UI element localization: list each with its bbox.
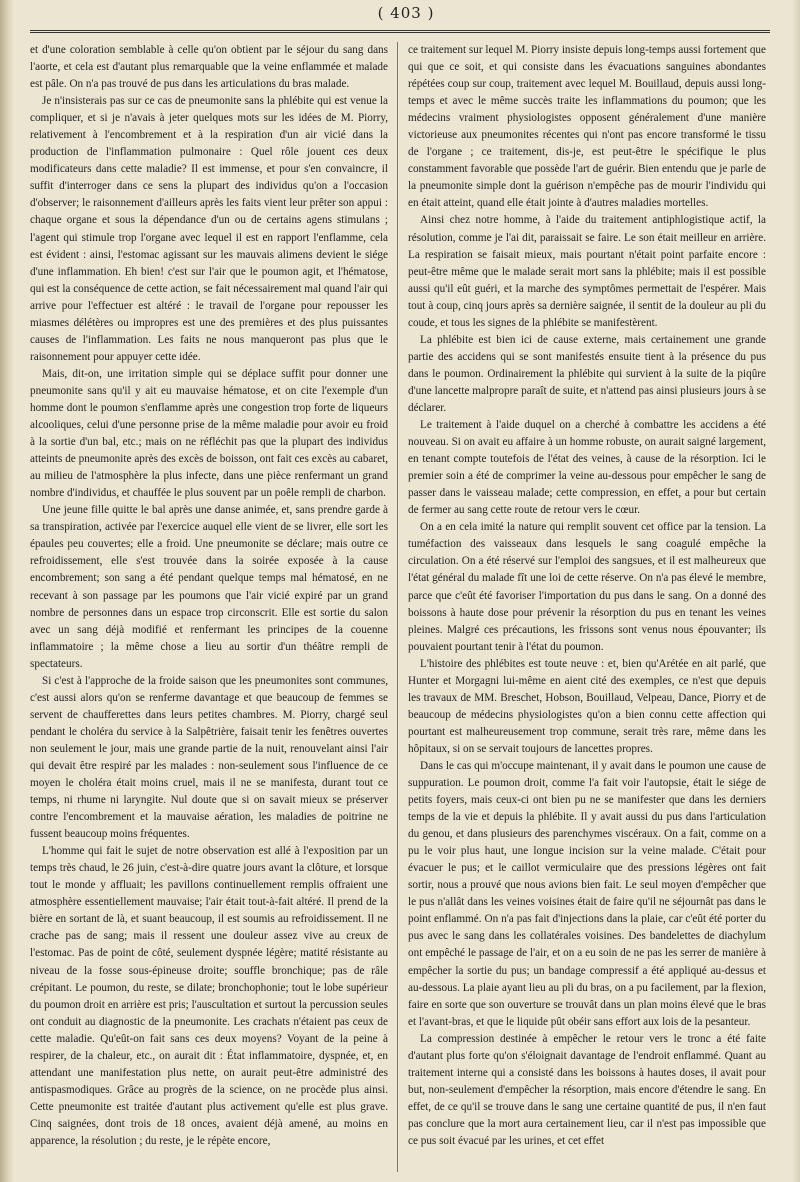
left-column [30, 42, 388, 1172]
paragraph: La phlébite est bien ici de cause externe, mais certainement une grande partie des accidens qui se sont manifestés ensuite tient à la présence du pus dans le poumon. Ordinairement la phlébite qui survient à la suite de la piqûre d'une lancette malpropre paraît de suite, et n'attend pas ainsi plusieurs jours à se déclarer. [408, 333, 766, 414]
page-binding-shadow [0, 0, 14, 1182]
paragraph: La compression destinée à empêcher le retour vers le tronc a été faite d'autant plus forte qu'on s'éloignait davantage de l'endroit enflammé. Quant au traitement interne qui a consisté dans les boissons à hautes doses, il avait pour but, non-seulement d'empêcher la résorption, mais encore d'étendre le sang. En effet, de ce qu'il se trouve dans le sang une certaine quantité de pus, il n'en faut pas conclure que la mort aura certainement lieu, car il n'est pas impossible que ce pus soit évacué par les urines, et cet effet [408, 1032, 766, 1147]
header-rule [30, 30, 770, 33]
paragraph: Une jeune fille quitte le bal après une danse animée, et, sans prendre garde à sa transpiration, activée par l'exercice auquel elle vient de se livrer, elle sort les épaules peu couvertes; elle a froid. Une pneumonite se déclare; mais outre ce refroidissement, elle s'est trouvée dans la soirée exposée à la cause encombrement; son sang a été pendant quelque temps mal hématosé, en ne recevant à son passage par les poumons que l'air vicié expiré par un grand nombre de personnes dans un espace trop circonscrit. Elle est sortie du salon avec un sang déjà modifié et renfermant les principes de la couenne inflammatoire ; la même chose a lieu au sortir d'un théâtre rempli de spectateurs. [30, 504, 388, 670]
paragraph: et d'une coloration semblable à celle qu'on obtient par le séjour du sang dans l'aorte, et cela est d'autant plus remarquable que la veine enflammée et malade est pâle. On n'a pas trouvé de pus dans les articulations du bras malade. [30, 44, 388, 91]
right-column [408, 42, 766, 1172]
paragraph: Mais, dit-on, une irritation simple qui se déplace suffit pour donner une pneumonite sans qu'il y ait eu mauvaise hématose, et on cite l'exemple d'un homme dont le poumon s'enflamme après une congestion trop forte de liqueurs alcooliques, celui d'une personne prise de la même maladie pour avoir eu froid à la sortie d'un bal, etc.; mais on ne réfléchit pas que la plupart des individus atteints de pneumonite après des excès de boisson, ont fait ces excès au cabaret, au milieu de l'atmosphère la plus infecte, dans une pièce renfermant un grand nombre d'individus, et chauffée le plus souvent par un poêle rempli de charbon. [30, 367, 388, 500]
page-edge-shadow [792, 0, 800, 1182]
paragraph: ce traitement sur lequel M. Piorry insiste depuis long-temps aussi fortement que qui que ce soit, et qui consiste dans les évacuations sanguines abondantes répétées coup sur coup, traitement avec lequel M. Bouillaud, depuis aussi long-temps et avec le même succès traite les inflammations du poumon; que les médecins vraiment physiologistes opposent généralement d'une manière victorieuse aux pneumonites récentes qui n'ont pas encore transformé le tissu de l'organe ; ce traitement, dis-je, est peut-être le spécifique le plus constamment favorable que possède l'art de guérir. Bien entendu que je parle de la pneumonite simple dont la guérison n'empêche pas de mourir l'individu qui en était atteint, quand elle était jointe à d'autres maladies mortelles. [408, 44, 766, 210]
paragraph: On a en cela imité la nature qui remplit souvent cet office par la tension. La tuméfaction des vaisseaux dans lesquels le sang coagulé empêche la circulation. On a été réservé sur l'emploi des sangsues, et il est malheureux que l'état général du malade fît une loi de cette réserve. On n'a pas élevé le membre, parce que c'eût été favoriser l'importation du pus dans le sang. On a donné des boissons à haute dose pour prévenir la résorption du pus en tenant les veines pleines. Malgré ces précautions, les frissons sont venus nous épouvanter; ils pouvaient pourtant tenir à l'état du poumon. [408, 521, 766, 653]
paragraph: Ainsi chez notre homme, à l'aide du traitement antiphlogistique actif, la résolution, comme je l'ai dit, paraissait se faire. Le son était meilleur en arrière. La respiration se faisait mieux, mais pourtant n'était point parfaite encore : peut-être même que le malade serait mort sans la phlébite; mais il est possible aussi qu'il eût guéri, et la marche des symptômes permettait de l'espérer. Mais tout à coup, cinq jours après sa dernière saignée, il sentit de la douleur au pli du coude, et tous les signes de la phlébite se manifestèrent. [408, 214, 766, 329]
paragraph: Le traitement à l'aide duquel on a cherché à combattre les accidens a été nouveau. Si on avait eu affaire à un homme robuste, on aurait saigné largement, en tenant compte toutefois de l'état des veines, à cause de la résorption. Ici le premier soin a été de comprimer la veine au-dessous pour empêcher le sang de passer dans le vaisseau malade; cette compression, en effet, a pour but certain de fermer au sang cette route de retour vers le cœur. [408, 419, 766, 517]
column-divider [397, 42, 398, 1172]
paragraph: L'histoire des phlébites est toute neuve : et, bien qu'Arétée en ait parlé, que Hunter et Morgagni lui-même en aient cité des exemples, ce n'est que depuis les travaux de MM. Breschet, Hobson, Bouillaud, Velpeau, Dance, Piorry et de beaucoup de médecins physiologistes qu'on a bien connu cette affection qui pourtant est malheureusement trop commune, serait très rare, même dans les hôpitaux, si on se servait toujours de lancettes propres. [408, 657, 766, 755]
paragraph: Dans le cas qui m'occupe maintenant, il y avait dans le poumon une cause de suppuration. Le poumon droit, comme l'a fait voir l'autopsie, était le siége de petits foyers, mais ceux-ci ont bien pu ne se manifester que dans les derniers temps de la vie et depuis la phlébite. Il y avait aussi du pus dans l'articulation du genou, et dans plusieurs des parenchymes viscéraux. On a fait, comme on a pu le voir plus haut, une longue incision sur la veine malade. C'était pour évacuer le pus; et le caillot vermiculaire que des pressions légères ont fait sortir, nous a prouvé que nous avions bien fait. Le seul moyen d'empêcher que le pus n'allât dans les veines voisines était de faire qu'il ne séjournât pas dans le point enflammé. On n'a pas fait d'injections dans la plaie, car c'eût été porter du pus avec le sang dans les collatérales voisines. Des bandelettes de diachylum ont empêché le passage de l'air, et on a eu soin de ne pas les serrer de manière à empêcher la sortie du pus; un bandage compressif a été appliqué au-dessus et au-dessous. La plaie ayant lieu au pli du bras, on a pu facilement, par la flexion, faire en sorte que son ouverture se trouvât dans un plan moins élevé que le bras et l'avant-bras, et que le liquide pût obéir sans effort aux lois de la pesanteur. [408, 759, 766, 1028]
page-number: ( 403 ) [377, 4, 435, 22]
paragraph: Si c'est à l'approche de la froide saison que les pneumonites sont communes, c'est aussi alors qu'on se renferme davantage et que beaucoup de femmes se servent de chaufferettes dans leurs petites chambres. M. Piorry, chargé seul pendant le choléra du service à la Salpêtrière, faisait tenir les fenêtres ouvertes non seulement le jour, mais une grande partie de la nuit, renouvelant ainsi l'air qui devait être respiré par les malades : non-seulement sous l'influence de ce moyen le choléra était moins cruel, mais il ne se manifesta, durant tout ce temps, ni rhume ni laryngite. Nul doute que si on savait mieux se préserver contre l'encombrement et la mauvaise aération, les maladies de poitrine ne fussent beaucoup moins fréquentes. [30, 674, 388, 841]
paragraph: L'homme qui fait le sujet de notre observation est allé à l'exposition par un temps très chaud, le 26 juin, c'est-à-dire quatre jours avant la clôture, et lorsque tout le monde y affluait; les pavillons continuellement remplis offraient une atmosphère essentiellement mauvaise; l'air était tout-à-fait altéré. Il prend de la bière en sortant de là, et suant beaucoup, il est soumis au refroidissement. Il ne crache pas de sang; mais il ressent une douleur assez vive au creux de l'estomac. Pas de point de côté, seulement dyspnée légère; matité résistante au niveau de la fosse sous-épineuse droite; souffle bronchique; pas de râle crépitant. Le poumon, du reste, se dilate; bronchophonie; tout le lobe supérieur du poumon droit en arrière est pris; l'auscultation et surtout la percussion seules ont conduit au diagnostic de la pneumonite. Les crachats n'étaient pas ceux de cette maladie. Qu'eût-on fait sans ces deux moyens? Voyant de la peine à respirer, de la chaleur, etc., on aurait dit : État inflammatoire, dyspnée, et, en attendant une manifestation plus nette, on aurait peut-être administré des antispasmodiques. Grâce au progrès de la science, on ne procède plus ainsi. Cette pneumonite est traitée d'autant plus activement qu'elle est plus grave. Cinq saignées, dont trois de 18 onces, avaient déjà amené, au moins en apparence, la résolution ; du reste, je le répète encore, [30, 845, 388, 1147]
paragraph: Je n'insisterais pas sur ce cas de pneumonite sans la phlébite qui est venue la compliquer, et si je n'avais à jeter quelques mots sur les idées de M. Piorry, relativement à l'encombrement et à la respiration d'un air vicié dans la production de l'inflammation pulmonaire : Quel rôle jouent ces deux modificateurs dans cette maladie? Il est immense, et pour s'en convaincre, il suffit d'interroger dans ce sens la plupart des individus qu'on a l'occasion d'observer; le raisonnement d'ailleurs après les faits vient leur prêter son appui : chaque organe et sous la dépendance d'un ou de certains agens stimulans ; l'agent qui stimule trop l'organe avec lequel il est en rapport l'enflamme, cela est évident : ainsi, l'estomac agissant sur les mauvais alimens devient le siége d'une inflammation. Eh bien! c'est sur l'air que le poumon agit, et l'hématose, qui est la conséquence de cette action, se fait nécessairement mal quand l'air qui arrive pour l'effectuer est altéré : le travail de l'organe pour repousser les miasmes délétères ou impropres est une des premières et des plus puissantes causes de l'inflammation. Les faits ne nous manqueront pas plus que le raisonnement pour appuyer cette idée. [30, 95, 388, 363]
